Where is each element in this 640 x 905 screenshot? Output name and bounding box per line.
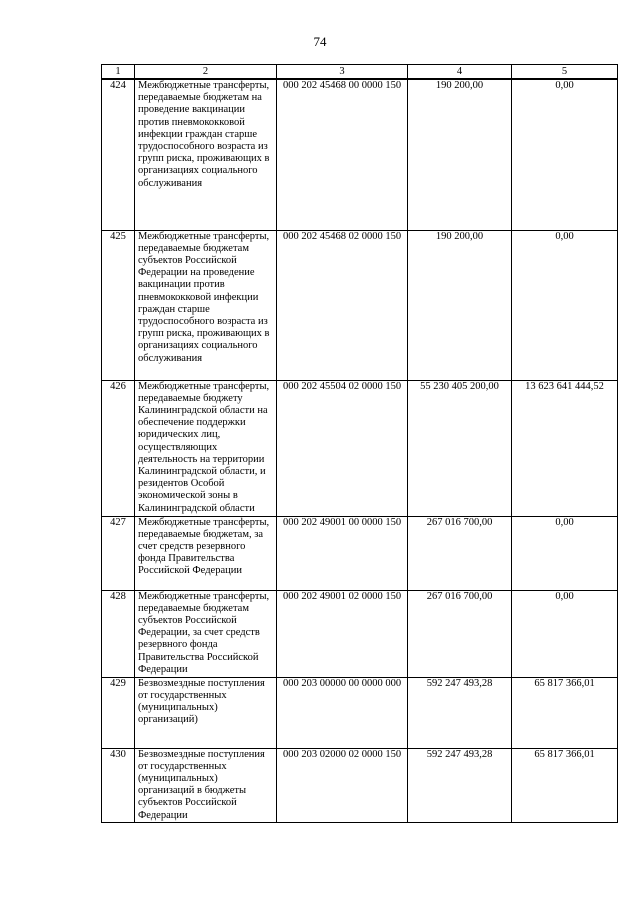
- row-number: 427: [102, 516, 135, 590]
- row-number: 428: [102, 590, 135, 677]
- page-number: 74: [313, 34, 327, 49]
- column-header-4: 4: [408, 65, 512, 80]
- table-row: [102, 677, 618, 748]
- row-executed: 65 817 366,01: [512, 748, 618, 822]
- row-number: 429: [102, 677, 135, 748]
- row-amount: 267 016 700,00: [408, 590, 512, 677]
- table-row: [102, 230, 618, 380]
- budget-table: [101, 64, 618, 823]
- column-header-3: 3: [277, 65, 408, 80]
- row-budget-code: 000 202 45504 02 0000 150: [277, 380, 408, 516]
- row-name: Межбюджетные трансферты, передаваемые бюджетам на проведение вакцинации против пневмококковой инфекции граждан старше трудоспособного возраста из групп риска, проживающих в организациях социального обслуживания: [135, 79, 277, 230]
- column-header-5: 5: [512, 65, 618, 80]
- row-number: 425: [102, 230, 135, 380]
- row-amount: 592 247 493,28: [408, 748, 512, 822]
- row-number: 426: [102, 380, 135, 516]
- row-amount: 267 016 700,00: [408, 516, 512, 590]
- row-amount: 190 200,00: [408, 230, 512, 380]
- row-budget-code: 000 202 49001 00 0000 150: [277, 516, 408, 590]
- column-header-2: 2: [135, 65, 277, 80]
- row-budget-code: 000 202 45468 02 0000 150: [277, 230, 408, 380]
- row-executed: 0,00: [512, 230, 618, 380]
- row-number: 424: [102, 79, 135, 230]
- table-row: [102, 380, 618, 516]
- row-executed: 0,00: [512, 590, 618, 677]
- row-executed: 65 817 366,01: [512, 677, 618, 748]
- row-executed: 13 623 641 444,52: [512, 380, 618, 516]
- row-budget-code: 000 203 02000 02 0000 150: [277, 748, 408, 822]
- column-header-1: 1: [102, 65, 135, 80]
- row-name: Межбюджетные трансферты, передаваемые бюджету Калининградской области на обеспечение поддержки юридических лиц, осуществляющих деятельность на территории Калининградской области, и резидентов Особой экономической зоны в Калининградской области: [135, 380, 277, 516]
- row-name: Межбюджетные трансферты, передаваемые бюджетам субъектов Российской Федерации на проведение вакцинации против пневмококковой инфекции граждан старше трудоспособного возраста из групп риска, проживающих в организациях социального обслуживания: [135, 230, 277, 380]
- row-name: Межбюджетные трансферты, передаваемые бюджетам субъектов Российской Федерации, за счет средств резервного фонда Правительства Российской Федерации: [135, 590, 277, 677]
- row-name: Безвозмездные поступления от государственных (муниципальных) организаций): [135, 677, 277, 748]
- row-amount: 55 230 405 200,00: [408, 380, 512, 516]
- row-amount: 592 247 493,28: [408, 677, 512, 748]
- row-budget-code: 000 202 45468 00 0000 150: [277, 79, 408, 230]
- row-budget-code: 000 202 49001 02 0000 150: [277, 590, 408, 677]
- row-executed: 0,00: [512, 79, 618, 230]
- row-name: Безвозмездные поступления от государственных (муниципальных) организаций в бюджеты субъектов Российской Федерации: [135, 748, 277, 822]
- row-executed: 0,00: [512, 516, 618, 590]
- row-amount: 190 200,00: [408, 79, 512, 230]
- table-row: [102, 590, 618, 677]
- table-header-row: [102, 65, 618, 80]
- table-row: [102, 748, 618, 822]
- row-number: 430: [102, 748, 135, 822]
- table-row: [102, 516, 618, 590]
- table-row: [102, 79, 618, 230]
- row-budget-code: 000 203 00000 00 0000 000: [277, 677, 408, 748]
- row-name: Межбюджетные трансферты, передаваемые бюджетам, за счет средств резервного фонда Правительства Российской Федерации: [135, 516, 277, 590]
